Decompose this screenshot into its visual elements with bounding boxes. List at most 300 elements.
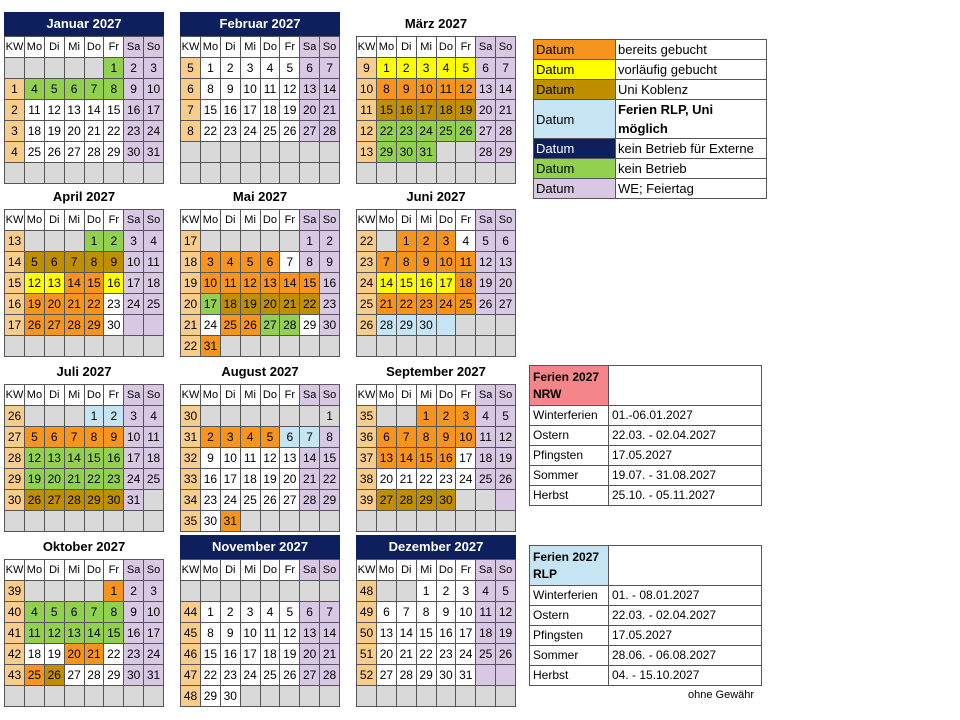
day-cell xyxy=(496,665,516,686)
weekday-header: Mo xyxy=(25,560,45,581)
day-cell: 2 xyxy=(124,58,144,79)
day-cell: 29 xyxy=(416,665,436,686)
day-cell xyxy=(64,336,84,357)
day-cell: 2 xyxy=(220,602,240,623)
month-10 xyxy=(4,535,164,707)
weekday-header: Do xyxy=(436,560,456,581)
week-number: 46 xyxy=(181,644,201,665)
day-cell: 15 xyxy=(104,100,124,121)
day-cell: 19 xyxy=(280,644,300,665)
day-cell: 28 xyxy=(300,490,320,511)
day-cell: 12 xyxy=(44,623,64,644)
day-cell: 29 xyxy=(396,315,416,336)
legend-row xyxy=(534,139,767,159)
day-cell xyxy=(456,315,476,336)
day-cell: 14 xyxy=(300,448,320,469)
week-number: 22 xyxy=(357,231,377,252)
day-cell: 12 xyxy=(240,273,260,294)
day-cell xyxy=(144,163,164,184)
day-cell: 31 xyxy=(144,142,164,163)
day-cell xyxy=(456,490,476,511)
day-cell: 10 xyxy=(416,79,436,100)
day-cell: 14 xyxy=(377,273,397,294)
day-cell: 21 xyxy=(320,644,340,665)
day-cell xyxy=(44,58,64,79)
day-cell: 1 xyxy=(320,406,340,427)
day-cell: 3 xyxy=(436,231,456,252)
day-cell: 11 xyxy=(25,623,45,644)
day-cell xyxy=(456,336,476,357)
day-cell: 20 xyxy=(260,294,280,315)
holiday-dates: 22.03. - 02.04.2027 xyxy=(609,606,762,626)
day-cell: 28 xyxy=(84,142,104,163)
weekday-header: Do xyxy=(260,385,280,406)
month-title: Mai 2027 xyxy=(232,189,288,204)
day-cell: 10 xyxy=(240,623,260,644)
day-cell xyxy=(220,336,240,357)
day-cell: 20 xyxy=(496,273,516,294)
day-cell: 29 xyxy=(496,142,516,163)
day-cell: 10 xyxy=(144,602,164,623)
day-cell xyxy=(476,686,496,707)
day-cell: 9 xyxy=(436,427,456,448)
weekday-header: Mi xyxy=(64,560,84,581)
day-cell: 16 xyxy=(396,100,416,121)
day-cell: 23 xyxy=(416,294,436,315)
day-cell xyxy=(377,231,397,252)
weekday-header: Mi xyxy=(64,37,84,58)
day-cell: 18 xyxy=(260,644,280,665)
day-cell: 11 xyxy=(144,427,164,448)
day-cell: 23 xyxy=(124,121,144,142)
weekday-header: So xyxy=(144,37,164,58)
legend-swatch: Datum xyxy=(534,40,616,60)
day-cell: 25 xyxy=(144,294,164,315)
day-cell xyxy=(25,336,45,357)
day-cell: 8 xyxy=(416,427,436,448)
day-cell: 28 xyxy=(64,315,84,336)
day-cell: 11 xyxy=(476,427,496,448)
day-cell: 31 xyxy=(220,511,240,532)
week-number: 50 xyxy=(357,623,377,644)
month-3 xyxy=(356,12,516,184)
weekday-header: Fr xyxy=(456,560,476,581)
day-cell: 4 xyxy=(436,58,456,79)
day-cell: 4 xyxy=(240,427,260,448)
day-cell: 18 xyxy=(476,448,496,469)
day-cell: 9 xyxy=(396,79,416,100)
day-cell: 30 xyxy=(124,665,144,686)
day-cell: 2 xyxy=(104,231,124,252)
day-cell xyxy=(44,686,64,707)
week-number: 14 xyxy=(5,252,25,273)
day-cell xyxy=(64,511,84,532)
day-cell: 8 xyxy=(300,252,320,273)
weekday-header: So xyxy=(320,385,340,406)
day-cell: 7 xyxy=(496,58,516,79)
day-cell: 18 xyxy=(25,644,45,665)
weekday-header: Sa xyxy=(476,37,496,58)
day-cell xyxy=(240,406,260,427)
day-cell xyxy=(300,142,320,163)
day-cell: 4 xyxy=(25,79,45,100)
day-cell xyxy=(84,511,104,532)
day-cell: 7 xyxy=(377,252,397,273)
day-cell: 30 xyxy=(436,665,456,686)
weekday-header: KW xyxy=(181,385,201,406)
day-cell: 2 xyxy=(320,231,340,252)
day-cell: 2 xyxy=(416,231,436,252)
day-cell xyxy=(44,511,64,532)
week-number xyxy=(5,511,25,532)
week-number: 47 xyxy=(181,665,201,686)
day-cell: 6 xyxy=(64,79,84,100)
day-cell: 24 xyxy=(456,644,476,665)
day-cell xyxy=(124,336,144,357)
weekday-header: KW xyxy=(5,385,25,406)
day-cell: 28 xyxy=(396,665,416,686)
day-cell xyxy=(25,231,45,252)
day-cell: 23 xyxy=(396,121,416,142)
day-cell: 28 xyxy=(496,121,516,142)
day-cell: 16 xyxy=(201,469,221,490)
day-cell xyxy=(377,336,397,357)
day-cell: 22 xyxy=(84,294,104,315)
day-cell: 14 xyxy=(396,448,416,469)
day-cell xyxy=(416,336,436,357)
day-cell xyxy=(377,686,397,707)
day-cell: 31 xyxy=(201,336,221,357)
holiday-dates: 28.06. - 06.08.2027 xyxy=(609,646,762,666)
day-cell: 13 xyxy=(377,448,397,469)
holiday-row xyxy=(530,646,762,666)
day-cell: 21 xyxy=(64,294,84,315)
day-cell: 27 xyxy=(377,490,397,511)
day-cell: 18 xyxy=(260,100,280,121)
week-number: 4 xyxy=(5,142,25,163)
day-cell: 27 xyxy=(377,665,397,686)
day-cell: 31 xyxy=(144,665,164,686)
day-cell: 7 xyxy=(396,427,416,448)
day-cell: 12 xyxy=(476,252,496,273)
day-cell: 2 xyxy=(104,406,124,427)
day-cell xyxy=(377,163,397,184)
day-cell xyxy=(240,142,260,163)
day-cell: 23 xyxy=(104,294,124,315)
week-number: 27 xyxy=(5,427,25,448)
day-cell: 27 xyxy=(280,490,300,511)
weekday-header: Mi xyxy=(240,37,260,58)
legend-label: kein Betrieb für Externe xyxy=(616,139,767,159)
weekday-header: Mo xyxy=(201,37,221,58)
day-cell: 30 xyxy=(416,315,436,336)
day-cell: 25 xyxy=(436,121,456,142)
day-cell: 5 xyxy=(260,427,280,448)
holiday-dates: 22.03. - 02.04.2027 xyxy=(609,426,762,446)
weekday-header: Fr xyxy=(104,210,124,231)
weekday-header: KW xyxy=(357,560,377,581)
day-cell: 25 xyxy=(476,469,496,490)
day-cell: 1 xyxy=(84,231,104,252)
day-cell: 18 xyxy=(144,448,164,469)
day-cell: 25 xyxy=(25,142,45,163)
day-cell: 13 xyxy=(260,273,280,294)
day-cell: 29 xyxy=(84,315,104,336)
day-cell: 30 xyxy=(104,490,124,511)
day-cell: 11 xyxy=(220,273,240,294)
week-number xyxy=(5,163,25,184)
day-cell: 21 xyxy=(300,469,320,490)
weekday-header: Do xyxy=(84,210,104,231)
day-cell: 27 xyxy=(260,315,280,336)
weekday-header: Mi xyxy=(416,385,436,406)
day-cell xyxy=(300,163,320,184)
holiday-title-blank xyxy=(609,546,762,586)
weekday-header: Mo xyxy=(377,560,397,581)
weekday-header: Di xyxy=(44,37,64,58)
day-cell: 2 xyxy=(436,581,456,602)
month-2 xyxy=(180,12,340,184)
day-cell: 14 xyxy=(64,273,84,294)
month-4 xyxy=(4,185,164,357)
day-cell: 10 xyxy=(456,427,476,448)
week-number: 9 xyxy=(357,58,377,79)
day-cell: 15 xyxy=(320,448,340,469)
day-cell xyxy=(220,142,240,163)
day-cell: 29 xyxy=(320,490,340,511)
day-cell: 8 xyxy=(104,602,124,623)
day-cell: 13 xyxy=(300,623,320,644)
legend-swatch: Datum xyxy=(534,100,616,139)
day-cell: 16 xyxy=(436,448,456,469)
day-cell: 4 xyxy=(260,58,280,79)
weekday-header: KW xyxy=(357,210,377,231)
week-number: 39 xyxy=(5,581,25,602)
day-cell xyxy=(260,336,280,357)
weekday-header: Di xyxy=(220,37,240,58)
day-cell xyxy=(44,406,64,427)
day-cell: 15 xyxy=(201,644,221,665)
month-title: November 2027 xyxy=(180,535,340,559)
week-number: 32 xyxy=(181,448,201,469)
month-11 xyxy=(180,535,340,707)
day-cell: 10 xyxy=(456,602,476,623)
day-cell xyxy=(124,315,144,336)
month-12 xyxy=(356,535,516,707)
day-cell xyxy=(377,406,397,427)
day-cell: 20 xyxy=(476,100,496,121)
week-number: 25 xyxy=(357,294,377,315)
holiday-row xyxy=(530,446,762,466)
day-cell: 23 xyxy=(220,665,240,686)
day-cell xyxy=(436,686,456,707)
day-cell: 20 xyxy=(44,294,64,315)
day-cell xyxy=(260,142,280,163)
day-cell: 28 xyxy=(476,142,496,163)
day-cell: 30 xyxy=(436,490,456,511)
day-cell xyxy=(144,511,164,532)
legend-swatch: Datum xyxy=(534,80,616,100)
day-cell: 29 xyxy=(104,142,124,163)
day-cell: 6 xyxy=(300,58,320,79)
weekday-header: So xyxy=(144,560,164,581)
day-cell: 27 xyxy=(64,665,84,686)
week-number: 13 xyxy=(5,231,25,252)
weekday-header: Do xyxy=(260,210,280,231)
weekday-header: Mo xyxy=(377,37,397,58)
week-number: 30 xyxy=(181,406,201,427)
weekday-header: Di xyxy=(396,385,416,406)
holiday-row xyxy=(530,666,762,686)
day-cell: 26 xyxy=(25,490,45,511)
day-cell: 18 xyxy=(436,100,456,121)
day-cell: 14 xyxy=(280,273,300,294)
day-cell: 26 xyxy=(280,665,300,686)
day-cell: 19 xyxy=(496,448,516,469)
day-cell: 11 xyxy=(456,252,476,273)
day-cell: 20 xyxy=(44,469,64,490)
day-cell xyxy=(44,163,64,184)
holiday-dates: 01.-06.01.2027 xyxy=(609,406,762,426)
day-cell: 9 xyxy=(124,602,144,623)
day-cell: 4 xyxy=(25,602,45,623)
day-cell: 12 xyxy=(456,79,476,100)
day-cell xyxy=(396,163,416,184)
day-cell: 19 xyxy=(25,294,45,315)
day-cell: 23 xyxy=(201,490,221,511)
holiday-dates: 01. - 08.01.2027 xyxy=(609,586,762,606)
weekday-header: Di xyxy=(220,385,240,406)
day-cell xyxy=(476,336,496,357)
legend-label: vorläufig gebucht xyxy=(616,60,767,80)
day-cell xyxy=(280,163,300,184)
day-cell xyxy=(124,163,144,184)
day-cell: 10 xyxy=(240,79,260,100)
day-cell: 12 xyxy=(44,100,64,121)
weekday-header: Mi xyxy=(416,560,436,581)
weekday-header: So xyxy=(320,37,340,58)
weekday-header: Di xyxy=(44,560,64,581)
day-cell: 7 xyxy=(64,427,84,448)
day-cell xyxy=(240,686,260,707)
day-cell: 27 xyxy=(44,315,64,336)
day-cell: 20 xyxy=(280,469,300,490)
day-cell xyxy=(64,231,84,252)
day-cell: 9 xyxy=(320,252,340,273)
day-cell: 1 xyxy=(396,231,416,252)
day-cell: 8 xyxy=(201,623,221,644)
week-number: 45 xyxy=(181,623,201,644)
day-cell: 11 xyxy=(25,100,45,121)
day-cell xyxy=(84,336,104,357)
day-cell: 5 xyxy=(280,602,300,623)
day-cell: 3 xyxy=(144,58,164,79)
week-number: 1 xyxy=(5,79,25,100)
week-number: 33 xyxy=(181,469,201,490)
weekday-header: Di xyxy=(396,560,416,581)
day-cell: 22 xyxy=(396,294,416,315)
day-cell: 4 xyxy=(260,602,280,623)
day-cell: 29 xyxy=(416,490,436,511)
day-cell xyxy=(124,686,144,707)
day-cell: 21 xyxy=(377,294,397,315)
weekday-header: Do xyxy=(260,37,280,58)
day-cell xyxy=(25,511,45,532)
day-cell: 18 xyxy=(456,273,476,294)
weekday-header: Mo xyxy=(25,37,45,58)
day-cell xyxy=(416,511,436,532)
day-cell: 12 xyxy=(496,602,516,623)
day-cell xyxy=(436,511,456,532)
day-cell: 14 xyxy=(496,79,516,100)
month-title: Januar 2027 xyxy=(4,12,164,36)
week-number xyxy=(357,336,377,357)
weekday-header: Mo xyxy=(25,210,45,231)
weekday-header: So xyxy=(320,210,340,231)
day-cell: 29 xyxy=(201,686,221,707)
day-cell xyxy=(436,163,456,184)
day-cell: 14 xyxy=(64,448,84,469)
day-cell: 16 xyxy=(220,100,240,121)
day-cell: 7 xyxy=(300,427,320,448)
day-cell xyxy=(201,581,221,602)
day-cell xyxy=(320,511,340,532)
week-number: 34 xyxy=(181,490,201,511)
day-cell: 19 xyxy=(456,100,476,121)
day-cell xyxy=(84,686,104,707)
day-cell: 3 xyxy=(124,231,144,252)
day-cell: 29 xyxy=(104,665,124,686)
day-cell xyxy=(320,686,340,707)
day-cell xyxy=(496,163,516,184)
legend-row xyxy=(534,159,767,179)
day-cell: 24 xyxy=(436,294,456,315)
week-number: 39 xyxy=(357,490,377,511)
day-cell xyxy=(456,142,476,163)
week-number: 21 xyxy=(181,315,201,336)
day-cell: 24 xyxy=(220,490,240,511)
holiday-name: Pfingsten xyxy=(530,626,609,646)
day-cell: 28 xyxy=(84,665,104,686)
day-cell: 5 xyxy=(44,602,64,623)
day-cell xyxy=(496,315,516,336)
day-cell xyxy=(260,406,280,427)
weekday-header: Di xyxy=(44,385,64,406)
day-cell: 22 xyxy=(201,121,221,142)
day-cell: 9 xyxy=(124,79,144,100)
weekday-header: KW xyxy=(5,37,25,58)
day-cell: 4 xyxy=(220,252,240,273)
day-cell: 26 xyxy=(44,665,64,686)
day-cell: 22 xyxy=(416,644,436,665)
day-cell xyxy=(476,490,496,511)
day-cell: 6 xyxy=(64,602,84,623)
holidays-rlp-table xyxy=(529,545,762,686)
day-cell xyxy=(396,336,416,357)
day-cell: 1 xyxy=(201,58,221,79)
weekday-header: Sa xyxy=(300,560,320,581)
day-cell: 26 xyxy=(25,315,45,336)
day-cell: 12 xyxy=(25,448,45,469)
day-cell xyxy=(300,406,320,427)
week-number: 22 xyxy=(181,336,201,357)
day-cell xyxy=(280,406,300,427)
day-cell xyxy=(144,686,164,707)
day-cell: 22 xyxy=(416,469,436,490)
day-cell: 29 xyxy=(300,315,320,336)
day-cell xyxy=(280,686,300,707)
week-number: 13 xyxy=(357,142,377,163)
